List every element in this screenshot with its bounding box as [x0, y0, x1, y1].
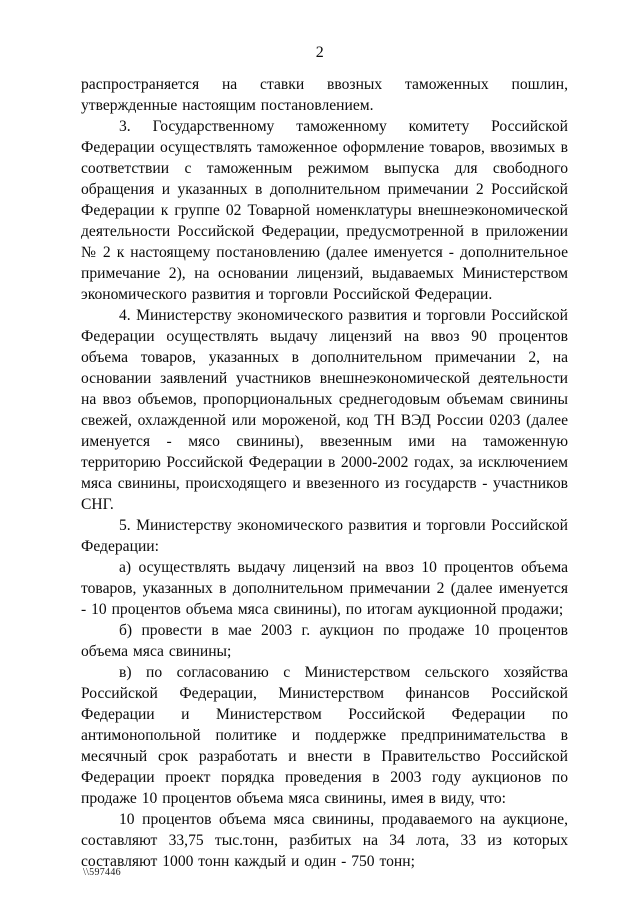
page-number: 2: [315, 44, 325, 61]
paragraph: б) провести в мае 2003 г. аукцион по продаже 10 процентов объема мяса свинины;: [81, 622, 568, 660]
paragraph: а) осуществлять выдачу лицензий на ввоз 10 процентов объема товаров, указанных в дополнительном примечании 2 (далее именуется - 10 процентов объема мяса свинины), по итогам аукционной продажи;: [81, 559, 568, 618]
paragraph: 3. Государственному таможенному комитету Российской Федерации осуществлять таможенное оформление товаров, ввозимых в соответствии с таможенным режимом выпуска для свободного обращения и указанных в дополнительном примечании 2 Российской Федерации к группе 02 Товарной номенклатуры внешнеэкономической деятельности Российской Федерации, предусмотренной в приложении № 2 к настоящему постановлению (далее именуется - дополнительное примечание 2), на основании лицензий, выдаваемых Министерством экономического развития и торговли Российской Федерации.: [81, 118, 568, 303]
paragraph: распространяется на ставки ввозных таможенных пошлин, утвержденные настоящим постановлением.: [81, 76, 568, 114]
paragraph: 5. Министерству экономического развития и торговли Российской Федерации:: [81, 517, 568, 555]
document-body: [81, 74, 568, 872]
paragraph: 4. Министерству экономического развития и торговли Российской Федерации осуществлять выдачу лицензий на ввоз 90 процентов объема товаров, указанных в дополнительном примечании 2, на основании заявлений участников внешнеэкономической деятельности на ввоз объемов, пропорциональных среднегодовым объемам свинины свежей, охлажденной или мороженой, код ТН ВЭД России 0203 (далее именуется - мясо свинины), ввезенным ими на таможенную территорию Российской Федерации в 2000-2002 годах, за исключением мяса свинины, происходящего и ввезенного из государств - участников СНГ.: [81, 307, 568, 513]
paragraph: в) по согласованию с Министерством сельского хозяйства Российской Федерации, Министерством финансов Российской Федерации и Министерством Российской Федерации по антимонопольной политике и поддержке предпринимательства в месячный срок разработать и внести в Правительство Российской Федерации проект порядка проведения в 2003 году аукционов по продаже 10 процентов объема мяса свинины, имея в виду, что:: [81, 664, 568, 807]
footer-code: \\597446: [83, 867, 121, 878]
paragraph: 10 процентов объема мяса свинины, продаваемого на аукционе, составляют 33,75 тыс.тонн, разбитых на 34 лота, 33 из которых составляют 1000 тонн каждый и один - 750 тонн;: [81, 811, 568, 870]
